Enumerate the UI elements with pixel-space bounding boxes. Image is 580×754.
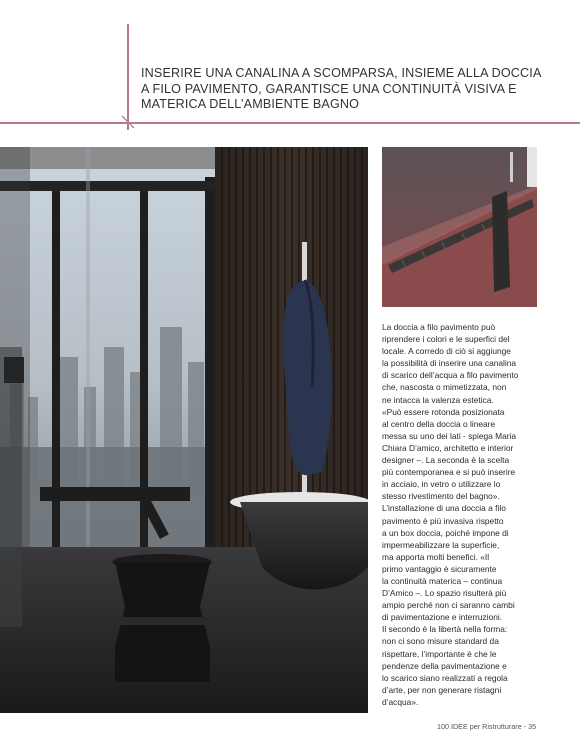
body-text bbox=[382, 321, 542, 708]
body-line: di scarico dell’acqua a filo pavimento bbox=[382, 370, 519, 381]
body-line: locale. A corredo di ciò si aggiunge bbox=[382, 346, 511, 357]
body-line: Il secondo è la libertà nella forma: bbox=[382, 624, 508, 635]
bathroom-photo bbox=[0, 147, 368, 713]
body-line: pavimento è più invasiva rispetto bbox=[382, 515, 504, 526]
body-line: primo vantaggio è sicuramente bbox=[382, 563, 497, 574]
headline bbox=[141, 66, 561, 113]
body-line: D’Amico –. Lo spazio risulterà più bbox=[382, 588, 507, 599]
headline-line: MATERICA DELL’AMBIENTE BAGNO bbox=[141, 97, 360, 111]
body-line: Chiara D’amico, architetto e interior bbox=[382, 442, 514, 453]
body-line: messa su uno dei lati - spiega Maria bbox=[382, 430, 517, 441]
body-line: ampio perché non ci saranno cambi bbox=[382, 600, 515, 611]
crosshair-mark bbox=[120, 114, 136, 130]
body-line: la continuità materica – continua bbox=[382, 575, 503, 586]
headline-line: A FILO PAVIMENTO, GARANTISCE UNA CONTINUITÀ VISIVA E bbox=[141, 81, 517, 96]
body-line: L’installazione di una doccia a filo bbox=[382, 503, 506, 514]
body-line: al centro della doccia o lineare bbox=[382, 418, 496, 429]
body-line: rispettare, l’importante è che le bbox=[382, 648, 497, 659]
page-footer: 100 IDEE per Ristrutturare - 35 bbox=[437, 722, 537, 731]
body-line: ne intacca la valenza estetica. bbox=[382, 394, 494, 405]
accent-horizontal-rule bbox=[0, 122, 580, 124]
body-line: lo scarico siano realizzati a regola bbox=[382, 672, 508, 683]
drain-channel-illustration bbox=[382, 147, 537, 307]
body-line: pendenze della pavimentazione e bbox=[382, 660, 507, 671]
body-line: impermeabilizzare la superficie, bbox=[382, 539, 500, 550]
body-line: stesso rivestimento del bagno». bbox=[382, 491, 500, 502]
body-line: designer –. La seconda è la scelta bbox=[382, 455, 510, 466]
body-line: d’arte, per non generare ristagni bbox=[382, 684, 502, 695]
body-line: riprendere i colori e le superfici del bbox=[382, 334, 510, 345]
headline-line: INSERIRE UNA CANALINA A SCOMPARSA, INSIEME ALLA DOCCIA bbox=[141, 66, 542, 80]
body-line: di pavimentazione e interruzioni. bbox=[382, 612, 503, 623]
body-line: non ci sono misure standard da bbox=[382, 636, 499, 647]
body-line: che, nascosta o mimetizzata, non bbox=[382, 382, 507, 393]
drain-channel-photo bbox=[382, 147, 537, 307]
body-line: ma apporta molti benefici. «Il bbox=[382, 551, 490, 562]
body-line: d’acqua». bbox=[382, 696, 419, 707]
body-line: più contemporanea e si può inserire bbox=[382, 467, 516, 478]
body-line: a un box doccia, poiché impone di bbox=[382, 527, 509, 538]
body-line: la possibilità di inserire una canalina bbox=[382, 358, 517, 369]
body-line: «Può essere rotonda posizionata bbox=[382, 406, 505, 417]
bathroom-photo-illustration bbox=[0, 147, 368, 713]
body-line: La doccia a filo pavimento può bbox=[382, 322, 496, 332]
body-line: in acciaio, in vetro o utilizzare lo bbox=[382, 479, 501, 490]
